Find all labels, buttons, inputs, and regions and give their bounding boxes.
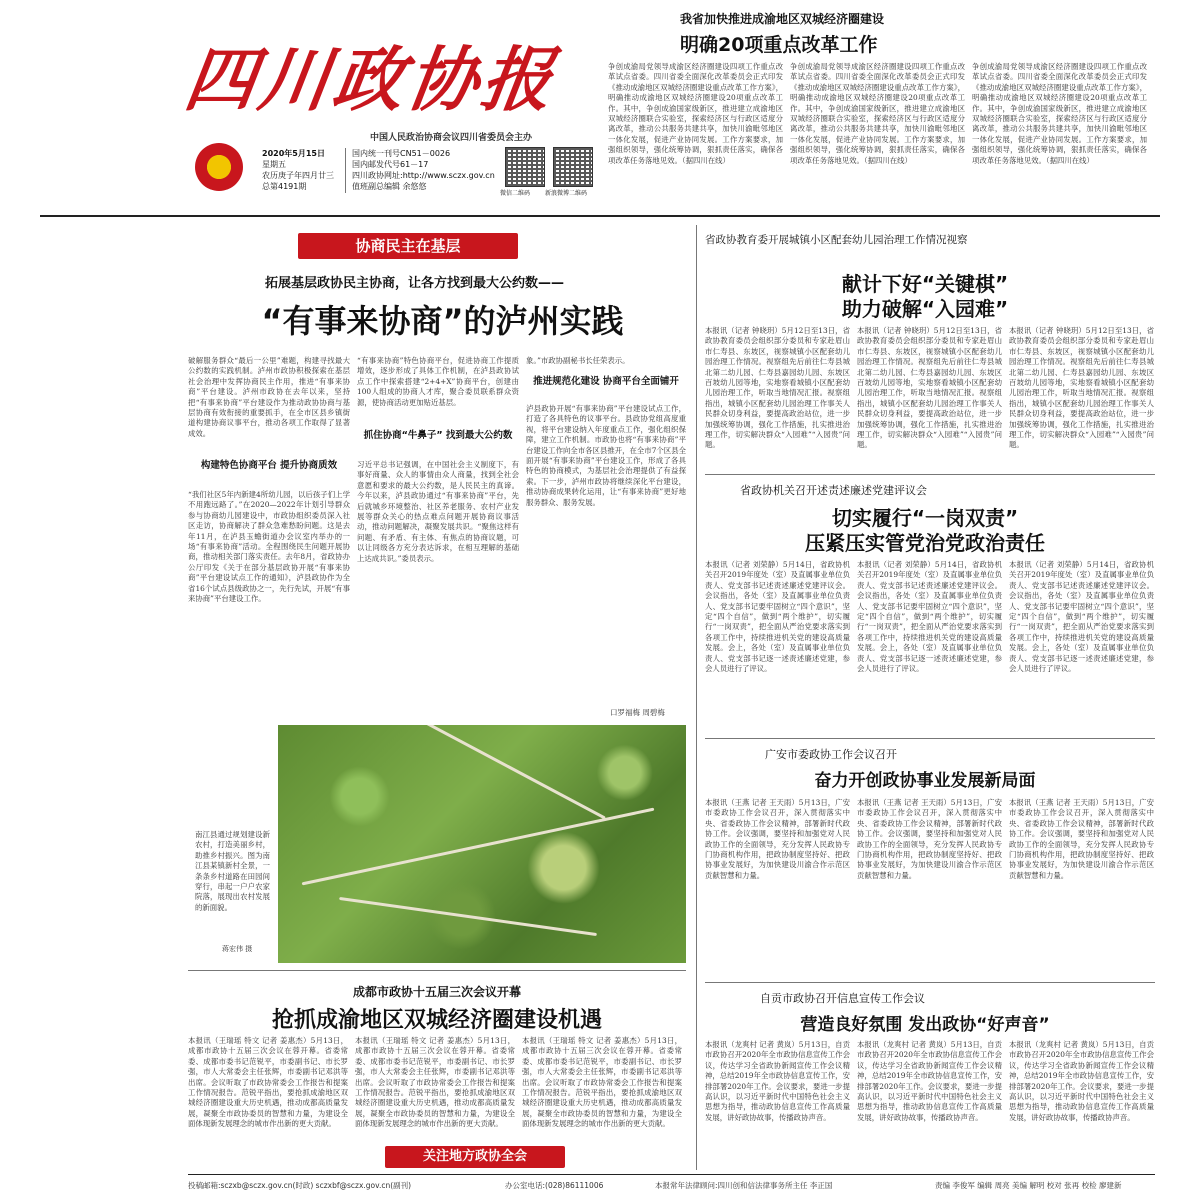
r4-col3: 本报讯（龙爽村 记者 黄岚）5月13日，自贡市政协召开2020年全市政协信息宣传工作会议，传达学习全省政协新闻宣传工作会议精神，总结2019年全市政协信息宣传工作，安排部署2020年工作。会议要求，要进一步提高认识，以习近平新时代中国特色社会主义思想为指导，推动政协信息宣传工作高质量发展，讲好政协故事，传播政协声音。 [1009,1040,1154,1122]
lead-byline: 口罗福梅 周碧梅 [610,708,665,717]
lead-col1-intro: 破解服务群众“最后一公里”难题，构建寻找最大公约数的实践机制。泸州市政协积极探索在基层社会治理中发挥协商民主作用，推进“有事来协商”平台建设。泸州市政协在去年以来，坚持把“有事来协商”平台建设作为推动政协协商与基层协商有效衔接的重要抓手，在全市区县乡镇街道构建协商议事平台，推动各项工作取得了显著成效。 [188,356,350,438]
emblem [195,143,243,191]
duty-editor: 值班副总编辑 余悠悠 [352,182,427,191]
bottom-banner: 关注地方政协全会 [385,1146,565,1168]
bottom-kicker: 成都市政协十五届三次会议开幕 [352,985,521,999]
lead-col2-body: 习近平总书记强调，在中国社会主义制度下，有事好商量、众人的事情由众人商量，找到全社会意愿和要求的最大公约数，是人民民主的真谛。今年以来，泸县政协通过“有事来协商”平台，先后就城乡环境整治、社区养老服务、农村产业发展等群众关心的热点难点问题开展协商议事活动，推动问题解决，凝聚发展共识。“聚焦这样有问题、有矛盾、有主体、有焦点的协商议题，可以让同级各方充分表达诉求，在相互理解的基础上达成共识。”委员表示。 [357,460,519,563]
issue-date: 2020年5月15日 [262,149,325,158]
bottom-col1: 本报讯（王瑞瑶 特文 记者 姜惠杰）5月13日，成都市政协十五届三次会议在蓉开幕。省委常委、成都市委书记范锐平，市委副书记、市长罗强，市人大常委会主任张辉，市委副书记邓洪等出席。会议听取了市政协常委会工作报告和提案工作情况报告。范锐平指出，要抢抓成渝地区双城经济圈建设重大历史机遇，推动成都高质量发展，凝聚全市政协委员的智慧和力量，为建设全面体现新发展理念的城市作出新的更大贡献。 [188,1036,348,1129]
website: 四川政协网址:http://www.sczx.gov.cn [352,171,495,180]
r3-col3: 本报讯（王燕 记者 王天雨）5月13日，广安市委政协工作会议召开，深入贯彻落实中央、省委政协工作会议精神，部署新时代政协工作。会议强调，要坚持和加强党对人民政协工作的全面领导，充分发挥人民政协专门协商机构作用，把政协制度坚持好、把政协事业发展好，为加快建设川渝合作示范区贡献智慧和力量。 [1009,798,1154,880]
top-story-body-1: 争创成渝局党领导成渝区经济圈建设四项工作重点改革试点省委。四川省委全面深化改革委员会正式印发《推动成渝地区双城经济圈建设重点改革工作方案》，明确推动成渝地区双城经济圈建设20项重点改革工作。其中，争创成渝国家级新区，推进建立成渝地区双城经济圈联合实验室，探索经济区与行政区适度分离改革，推动公共服务共建共享，加快川渝毗邻地区一体化发展，促进产业协同发展。工作方案要求，加强组织领导，强化统筹协调，狠抓责任落实，确保各项改革任务落地见效。（据四川在线） [608,62,783,165]
r2-title-2: 压紧压实管党治党政治责任 [805,531,1045,555]
masthead-logo: 四川政协报 [179,38,562,121]
cn-number: 国内统一刊号CN51－0026 [352,149,451,158]
wechat-qr-label: 微信二维码 [500,190,531,197]
lead-sub2: 抓住协商“牛鼻子” 找到最大公约数 [363,430,513,441]
r3-title: 奋力开创政协事业发展新局面 [814,771,1036,791]
photo-road [302,808,655,886]
post-code: 国内邮发代号61－17 [352,160,429,169]
photo-caption: 南江县通过规划建设新农村，打造美丽乡村，助推乡村振兴。图为南江县某镇新村全景，一条条乡村道路在田园间穿行，串起一户户农家院落，展现出农村发展的新面貌。 [195,830,270,912]
bottom-col2: 本报讯（王瑞瑶 特文 记者 姜惠杰）5月13日，成都市政协十五届三次会议在蓉开幕。省委常委、成都市委书记范锐平，市委副书记、市长罗强，市人大常委会主任张辉，市委副书记邓洪等出席。会议听取了市政协常委会工作报告和提案工作情况报告。范锐平指出，要抢抓成渝地区双城经济圈建设重大历史机遇，推动成都高质量发展，凝聚全市政协委员的智慧和力量，为建设全面体现新发展理念的城市作出新的更大贡献。 [355,1036,515,1129]
r2-col2: 本报讯（记者 刘荣静）5月14日，省政协机关召开2019年度处（室）及直属事业单位负责人、党支部书记述责述廉述党建评议会。会议指出，各处（室）及直属事业单位负责人、党支部书记要牢固树立“四个意识”，坚定“四个自信”，做到“两个维护”，切实履行“一岗双责”，把全面从严治党要求落实到各项工作中，持续推进机关党的建设高质量发展。会上，各处（室）及直属事业单位负责人、党支部书记逐一述责述廉述党建，参会人员进行了评议。 [857,560,1002,674]
lead-col3-body: 泸县政协开展“有事来协商”平台建设试点工作，打造了各具特色的议事平台。县政协党组高度重视，将平台建设纳入年度重点工作，强化组织保障，建立工作机制。市政协也将“有事来协商”平台建设工作向全市各区县推开，在全市7个区县全面开展“有事来协商”平台建设工作，形成了各具特色的协商模式，为基层社会治理提供了有益探索。下一步，泸州市政协将继续深化平台建设，推动协商成果转化运用，让“有事来协商”更好地服务群众、服务发展。 [526,404,686,507]
lead-sub1: 构建特色协商平台 提升协商质效 [200,460,338,471]
r4-col1: 本报讯（龙爽村 记者 黄岚）5月13日，自贡市政协召开2020年全市政协信息宣传工作会议，传达学习全省政协新闻宣传工作会议精神，总结2019年全市政协信息宣传工作，安排部署2020年工作。会议要求，要进一步提高认识，以习近平新时代中国特色社会主义思想为指导，推动政协信息宣传工作高质量发展，讲好政协故事，传播政协声音。 [705,1040,850,1122]
r1-col3: 本报讯（记者 钟晓玥）5月12日至13日，省政协教育委员会组织部分委员和专家赴眉山市仁寿县、东坡区，视察城镇小区配套幼儿园治理工作情况。视察组先后前往仁寿县城北第二幼儿园、仁寿县嘉园幼儿园、东坡区百坡幼儿园等地，实地察看城镇小区配套幼儿园治理工作，听取当地情况汇报。视察组指出，城镇小区配套幼儿园治理工作事关人民群众切身利益，要提高政治站位，进一步加强统筹协调，强化工作措施，扎实推进治理工作，切实解决群众“入园难”“入园贵”问题。 [1009,326,1154,450]
issue-weekday: 星期五 [262,160,286,169]
r3-col2: 本报讯（王燕 记者 王天雨）5月13日，广安市委政协工作会议召开，深入贯彻落实中央、省委政协工作会议精神，部署新时代政协工作。会议强调，要坚持和加强党对人民政协工作的全面领导，充分发挥人民政协专门协商机构作用，把政协制度坚持好、把政协事业发展好，为加快建设川渝合作示范区贡献智慧和力量。 [857,798,1002,880]
lead-kicker: 拓展基层政协民主协商，让各方找到最大公约数—— [265,276,565,291]
top-story-body-3: 争创成渝局党领导成渝区经济圈建设四项工作重点改革试点省委。四川省委全面深化改革委员会正式印发《推动成渝地区双城经济圈建设重点改革工作方案》，明确推动成渝地区双城经济圈建设20项重点改革工作。其中，争创成渝国家级新区，推进建立成渝地区双城经济圈联合实验室，探索经济区与行政区适度分离改革，推动公共服务共建共享，加快川渝毗邻地区一体化发展，促进产业协同发展。工作方案要求，加强组织领导，强化统筹协调，狠抓责任落实，确保各项改革任务落地见效。（据四川在线） [972,62,1147,165]
top-story-title: 明确20项重点改革工作 [680,34,878,56]
footer-email: 投稿邮箱:sczxb@sczx.gov.cn(时政) sczxbf@sczx.gov.cn(副刊) [188,1181,412,1190]
r3-col1: 本报讯（王燕 记者 王天雨）5月13日，广安市委政协工作会议召开，深入贯彻落实中央、省委政协工作会议精神，部署新时代政协工作。会议强调，要坚持和加强党对人民政协工作的全面领导，充分发挥人民政协专门协商机构作用，把政协制度坚持好、把政协事业发展好，为加快建设川渝合作示范区贡献智慧和力量。 [705,798,850,880]
r2-kicker: 省政协机关召开述责述廉述党建评议会 [740,484,927,497]
r4-title: 营造良好氛围 发出政协“好声音” [800,1015,1050,1035]
bottom-title: 抢抓成渝地区双城经济圈建设机遇 [271,1008,602,1033]
photo-road [410,725,606,819]
weibo-qr [553,147,593,187]
lead-col1-body: “我们社区5年内新建4所幼儿园，以后孩子们上学不用跑远路了。”在2020—2022年计划引导群众参与协商幼儿园建设中，市政协组织委员深入社区走访，协商解决了群众急难愁盼问题。这是去年11月，在泸县玉蟾街道办会议室内举办的一场“有事来协商”活动。全程围绕民生问题开展协商，推动相关部门落实责任。去年8月，省政协办公厅印发《关于在部分基层政协开展“有事来协商”平台建设试点工作的通知》，泸县政协作为全省16个试点县级政协之一，先行先试，开展“有事来协商”平台建设工作。 [188,490,350,604]
footer-staff: 责编 李俊军 编辑 周亮 美编 解明 校对 张再 校检 廖建新 [935,1181,1122,1190]
lead-col2-intro: “有事来协商”特色协商平台，促进协商工作提质增效，逐步形成了具体工作机制，在泸县政协试点工作中探索搭建“2+4+X”协商平台，创建由100人组成的协商人才库，聚合委员联系群众资源，使协商活动更加贴近基层。 [357,356,519,407]
r4-col2: 本报讯（龙爽村 记者 黄岚）5月13日，自贡市政协召开2020年全市政协信息宣传工作会议，传达学习全省政协新闻宣传工作会议精神，总结2019年全市政协信息宣传工作，安排部署2020年工作。会议要求，要进一步提高认识，以习近平新时代中国特色社会主义思想为指导，推动政协信息宣传工作高质量发展，讲好政协故事，传播政协声音。 [857,1040,1002,1122]
top-story-kicker: 我省加快推进成渝地区双城经济圈建设 [680,12,885,26]
sponsor-line: 中国人民政治协商会议四川省委员会主办 [370,133,533,143]
issue-number: 总第4191期 [262,182,307,191]
village-photo [278,725,686,963]
lead-title: “有事来协商”的泸州实践 [261,302,624,340]
issue-info [262,148,334,192]
bottom-col3: 本报讯（王瑞瑶 特文 记者 姜惠杰）5月13日，成都市政协十五届三次会议在蓉开幕。省委常委、成都市委书记范锐平，市委副书记、市长罗强，市人大常委会主任张辉，市委副书记邓洪等出席。会议听取了市政协常委会工作报告和提案工作情况报告。范锐平指出，要抢抓成渝地区双城经济圈建设重大历史机遇，推动成都高质量发展，凝聚全市政协委员的智慧和力量，为建设全面体现新发展理念的城市作出新的更大贡献。 [522,1036,682,1129]
issue-lunar: 农历庚子年四月廿三 [262,171,334,180]
r1-col1: 本报讯（记者 钟晓玥）5月12日至13日，省政协教育委员会组织部分委员和专家赴眉山市仁寿县、东坡区，视察城镇小区配套幼儿园治理工作情况。视察组先后前往仁寿县城北第二幼儿园、仁寿县嘉园幼儿园、东坡区百坡幼儿园等地，实地察看城镇小区配套幼儿园治理工作，听取当地情况汇报。视察组指出，城镇小区配套幼儿园治理工作事关人民群众切身利益，要提高政治站位，进一步加强统筹协调，强化工作措施，扎实推进治理工作，切实解决群众“入园难”“入园贵”问题。 [705,326,850,450]
r1-kicker: 省政协教育委开展城镇小区配套幼儿园治理工作情况视察 [705,234,968,246]
top-story-body-2: 争创成渝局党领导成渝区经济圈建设四项工作重点改革试点省委。四川省委全面深化改革委员会正式印发《推动成渝地区双城经济圈建设重点改革工作方案》，明确推动成渝地区双城经济圈建设20项重点改革工作。其中，争创成渝国家级新区，推进建立成渝地区双城经济圈联合实验室，探索经济区与行政区适度分离改革，推动公共服务共建共享，加快川渝毗邻地区一体化发展，促进产业协同发展。工作方案要求，加强组织领导，强化统筹协调，狠抓责任落实，确保各项改革任务落地见效。（据四川在线） [790,62,965,165]
r4-kicker: 自贡市政协召开信息宣传工作会议 [760,992,925,1005]
lead-col3-intro: 象。”市政协副秘书长任荣表示。 [526,356,630,365]
photo-road [339,897,597,936]
column-banner: 协商民主在基层 [298,233,518,259]
r2-col1: 本报讯（记者 刘荣静）5月14日，省政协机关召开2019年度处（室）及直属事业单位负责人、党支部书记述责述廉述党建评议会。会议指出，各处（室）及直属事业单位负责人、党支部书记要牢固树立“四个意识”，坚定“四个自信”，做到“两个维护”，切实履行“一岗双责”，把全面从严治党要求落实到各项工作中，持续推进机关党的建设高质量发展。会上，各处（室）及直属事业单位负责人、党支部书记逐一述责述廉述党建，参会人员进行了评议。 [705,560,850,674]
weibo-qr-label: 新浪微博二维码 [545,190,588,197]
footer-phone: 办公室电话:(028)86111006 [505,1181,604,1190]
photo-credit: 蒋宏伟 摄 [222,945,253,953]
publication-info [352,148,495,192]
r3-kicker: 广安市委政协工作会议召开 [765,748,897,761]
wechat-qr [505,147,545,187]
footer-counsel: 本报常年法律顾问:四川创和信法律事务所主任 李正国 [655,1181,833,1190]
lead-sub3: 推进规范化建设 协商平台全面铺开 [533,376,679,387]
r1-title-1: 献计下好“关键棋” [841,272,1009,296]
masthead-divider [40,215,1160,217]
r2-col3: 本报讯（记者 刘荣静）5月14日，省政协机关召开2019年度处（室）及直属事业单位负责人、党支部书记述责述廉述党建评议会。会议指出，各处（室）及直属事业单位负责人、党支部书记要牢固树立“四个意识”，坚定“四个自信”，做到“两个维护”，切实履行“一岗双责”，把全面从严治党要求落实到各项工作中，持续推进机关党的建设高质量发展。会上，各处（室）及直属事业单位负责人、党支部书记逐一述责述廉述党建，参会人员进行了评议。 [1009,560,1154,674]
r2-title-1: 切实履行“一岗双责” [831,506,1019,530]
r1-col2: 本报讯（记者 钟晓玥）5月12日至13日，省政协教育委员会组织部分委员和专家赴眉山市仁寿县、东坡区，视察城镇小区配套幼儿园治理工作情况。视察组先后前往仁寿县城北第二幼儿园、仁寿县嘉园幼儿园、东坡区百坡幼儿园等地，实地察看城镇小区配套幼儿园治理工作，听取当地情况汇报。视察组指出，城镇小区配套幼儿园治理工作事关人民群众切身利益，要提高政治站位，进一步加强统筹协调，强化工作措施，扎实推进治理工作，切实解决群众“入园难”“入园贵”问题。 [857,326,1002,450]
r1-title-2: 助力破解“入园难” [841,297,1009,321]
